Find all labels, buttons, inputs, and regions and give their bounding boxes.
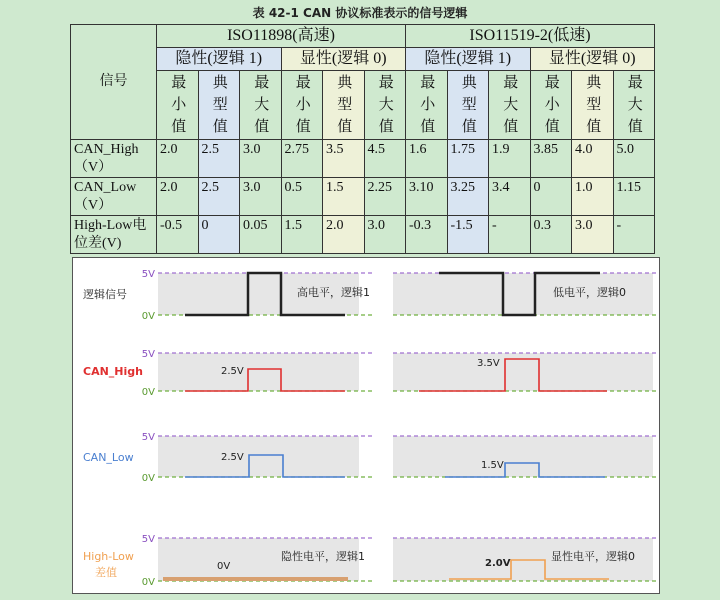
5v-label: 5V [141,432,155,443]
high-low-note-left: 隐性电平，逻辑1 [281,550,365,563]
cell: 0.05 [240,216,282,254]
5v-label: 5V [141,534,155,545]
cell: 3.10 [406,178,448,216]
can-high-value-left: 2.5V [221,366,244,377]
high-low-value-left: 0V [217,561,231,572]
cell: 0 [530,178,572,216]
can-high-row [83,349,657,398]
table-row [71,178,655,216]
cell: 3.5 [323,140,365,178]
table-caption: 表 42-1 CAN 协议标准表示的信号逻辑 [252,6,468,20]
can-high-label: CAN_High [83,365,143,378]
cell: 2.25 [364,178,406,216]
high-low-label-line2: 差值 [95,566,117,579]
can-logic-table [70,24,655,254]
0v-label: 0V [141,311,155,322]
signal-header: 信号 [99,74,128,90]
cell: 3.0 [240,140,282,178]
can-low-row [83,432,657,484]
cell: 0.3 [530,216,572,254]
0v-label: 0V [141,473,155,484]
cell: -0.5 [157,216,199,254]
cell: 3.0 [364,216,406,254]
max-header: 最大值 [613,71,655,140]
row-name: High-Low电位差(V) [71,216,157,254]
cell: 3.0 [240,178,282,216]
cell: 2.75 [281,140,323,178]
cell: 1.5 [323,178,365,216]
cell: 2.0 [157,140,199,178]
cell: - [489,216,531,254]
cell: 1.15 [613,178,655,216]
recessive-header-2: 隐性(逻辑 1) [406,48,531,71]
cell: 1.9 [489,140,531,178]
cell: 2.0 [323,216,365,254]
0v-label: 0V [141,387,155,398]
min-header: 最小值 [530,71,572,140]
can-low-value-right: 1.5V [481,460,504,471]
cell: 3.85 [530,140,572,178]
cell: 4.0 [572,140,614,178]
cell: 3.4 [489,178,531,216]
shaded-band [393,436,653,477]
cell: 1.0 [572,178,614,216]
typ-header: 典型值 [572,71,614,140]
logic-signal-label: 逻辑信号 [83,288,127,301]
cell: 5.0 [613,140,655,178]
logic-note-right: 低电平，逻辑0 [553,286,626,299]
logic-signal-row [83,269,657,322]
table-row [71,216,655,254]
iso11898-header: ISO11898(高速) [157,25,406,48]
typ-header: 典型值 [198,71,240,140]
typ-header: 典型值 [323,71,365,140]
signal-diagram-panel [72,257,660,594]
cell: 1.5 [281,216,323,254]
high-low-note-right: 显性电平，逻辑0 [551,550,635,563]
high-low-value-right: 2.0V [485,558,511,569]
max-header: 最大值 [240,71,282,140]
cell: 2.0 [157,178,199,216]
cell: 3.0 [572,216,614,254]
row-name: CAN_High（V） [71,140,157,178]
cell: 0.5 [281,178,323,216]
0v-label: 0V [141,577,155,588]
can-low-label: CAN_Low [83,451,134,464]
cell: 2.5 [198,140,240,178]
logic-note-left: 高电平，逻辑1 [297,286,370,299]
can-high-value-right: 3.5V [477,358,500,369]
cell: - [613,216,655,254]
cell: 2.5 [198,178,240,216]
iso11519-header: ISO11519-2(低速) [406,25,655,48]
typ-header: 典型值 [447,71,489,140]
high-low-row [83,534,657,588]
table-row [71,140,655,178]
cell: 4.5 [364,140,406,178]
shaded-band [158,436,359,477]
dominant-header-2: 显性(逻辑 0) [530,48,655,71]
can-low-value-left: 2.5V [221,452,244,463]
min-header: 最小值 [281,71,323,140]
cell: 0 [198,216,240,254]
max-header: 最大值 [489,71,531,140]
dominant-header-1: 显性(逻辑 0) [281,48,406,71]
min-header: 最小值 [406,71,448,140]
max-header: 最大值 [364,71,406,140]
shaded-band [158,353,359,391]
high-low-label-line1: High-Low [83,550,134,563]
cell: 1.75 [447,140,489,178]
cell: 1.6 [406,140,448,178]
min-header: 最小值 [157,71,199,140]
signal-diagram [73,258,659,593]
5v-label: 5V [141,349,155,360]
cell: -1.5 [447,216,489,254]
5v-label: 5V [141,269,155,280]
row-name: CAN_Low（V） [71,178,157,216]
cell: 3.25 [447,178,489,216]
cell: -0.3 [406,216,448,254]
recessive-header-1: 隐性(逻辑 1) [157,48,282,71]
signal-header-cell [71,25,157,140]
